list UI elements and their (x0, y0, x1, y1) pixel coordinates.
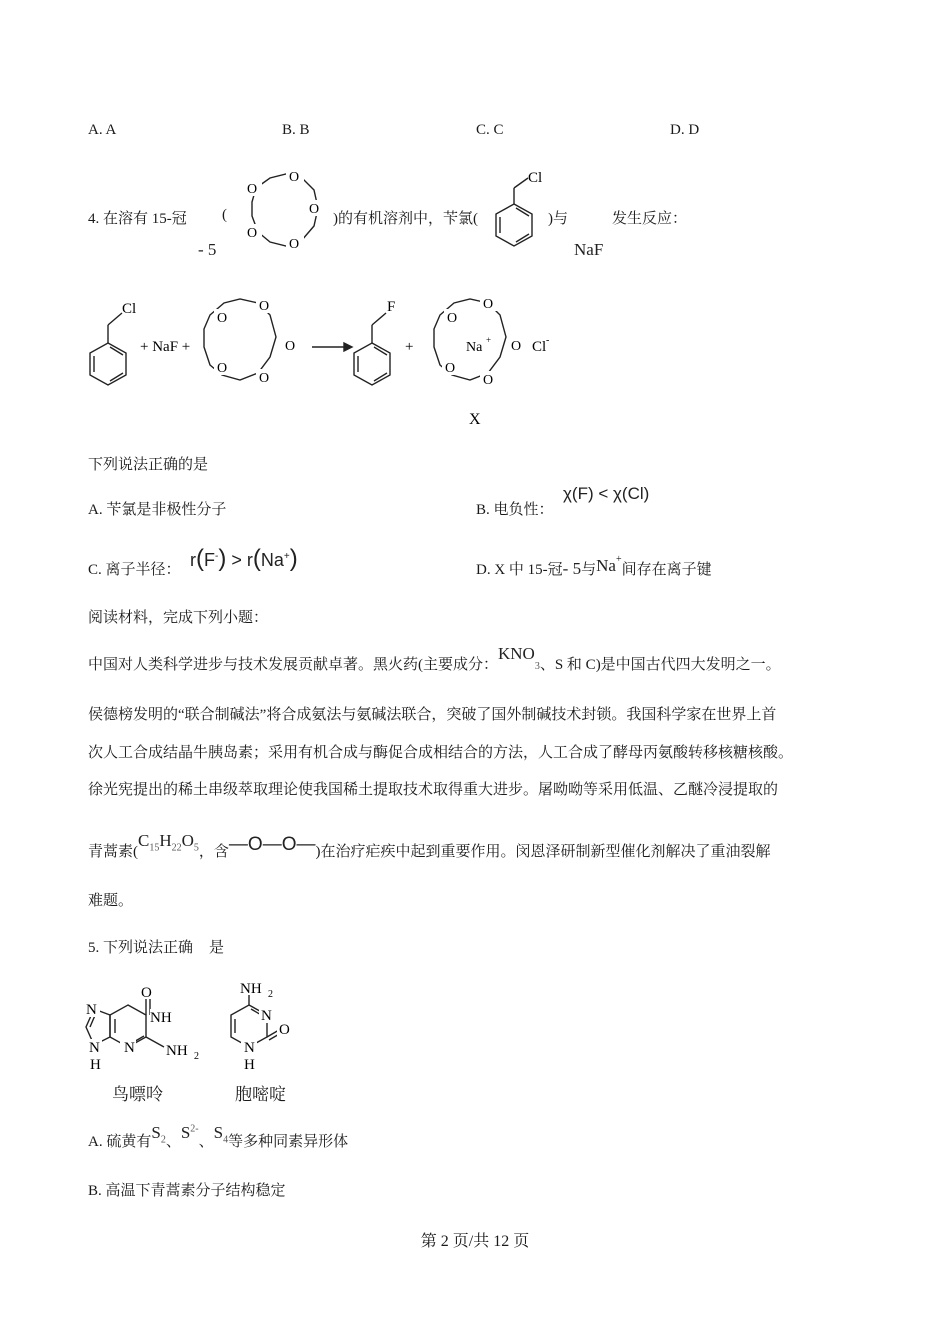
reaction-scheme (80, 285, 580, 430)
q4-option-d-na-charge: + (615, 554, 622, 565)
reading-intro: 阅读材料，完成下列小题： (88, 610, 269, 626)
product-x-label: X (469, 411, 481, 428)
amino-subscript: 2 (268, 989, 273, 1000)
q4-option-d-na: Na (596, 556, 616, 575)
s2m-sup: 2- (190, 1123, 199, 1135)
q5-option-a-text2: 等多种同素异形体 (228, 1134, 349, 1150)
peroxide-group: —O—O— (228, 834, 316, 855)
s2-sub: 2 (160, 1134, 166, 1146)
oxygen-atom: O (247, 226, 258, 241)
q4-option-d-text2: 与 (581, 562, 597, 578)
q4-option-d (476, 554, 712, 579)
guanine-structure (80, 975, 220, 1080)
chlorine-atom: Cl (122, 301, 137, 317)
reading-p5 (88, 831, 771, 863)
formula-o-sub: 5 (193, 842, 199, 854)
oxygen-atom: O (445, 361, 456, 376)
q4-option-d-text3: 间存在离子键 (621, 562, 712, 578)
q4-prefix: 4. 在溶有 15-冠 (88, 211, 187, 227)
radius-symbol: r (190, 550, 196, 570)
oxygen-atom: O (141, 985, 152, 1001)
q4-suffix: 发生反应： (612, 211, 688, 227)
separator: 、 (198, 1134, 214, 1150)
s2-anion-formula (181, 1123, 199, 1142)
formula-h: H (159, 831, 172, 850)
greater-than: > (231, 550, 242, 570)
option-d: D. D (670, 122, 700, 138)
s2-s: S (151, 1123, 161, 1142)
option-b: B. B (282, 122, 310, 138)
s2-formula (151, 1123, 166, 1146)
q4-mid: )的有机溶剂中，苄氯( (333, 211, 478, 227)
q4-option-c-label: C. 离子半径： (88, 562, 181, 578)
separator: 、 (165, 1134, 181, 1150)
s2m-s: S (180, 1123, 191, 1142)
cytosine-structure (225, 975, 305, 1080)
oxygen-atom: O (483, 373, 494, 388)
nitrogen-atom: N (124, 1040, 135, 1056)
s4-formula (213, 1123, 229, 1146)
oxygen-atom: O (289, 237, 300, 252)
amino-subscript: 2 (194, 1051, 199, 1062)
artemisinin-formula (138, 831, 199, 854)
radius-symbol: r (246, 550, 253, 570)
q5-option-a (88, 1123, 349, 1153)
oxygen-atom: O (217, 361, 228, 376)
reading-p3: 次人工合成结晶牛胰岛素；采用有机合成与酶促合成相结合的方法，人工合成了酵母丙氨酸转移核糖核酸。 (88, 745, 794, 761)
guanine-label: 鸟嘌呤 (112, 1085, 163, 1104)
hydrogen-atom: H (244, 1057, 255, 1073)
oxygen-atom: O (447, 311, 458, 326)
q5-title-text: 5. 下列说法正确 (88, 940, 194, 956)
fluoride-symbol: F (204, 550, 215, 570)
sodium-symbol: Na (260, 550, 284, 570)
reading-p5c: )在治疗疟疾中起到重要作用。闵恩泽研制新型催化剂解决了重油裂解 (315, 844, 771, 860)
q4-dash5: - 5 (198, 240, 217, 259)
formula-h-sub: 22 (171, 842, 182, 854)
q5-title-end: 是 (209, 940, 225, 956)
s4-s: S (213, 1123, 224, 1142)
chloride-ion-charge: - (546, 335, 550, 346)
q4-question: 下列说法正确的是 (88, 457, 209, 473)
plus-sign: + (405, 339, 414, 355)
q4-close: )与 (548, 211, 568, 227)
nitrogen-atom: N (89, 1040, 100, 1056)
reading-p6: 难题。 (88, 893, 134, 909)
reading-p1b: 、S 和 C)是中国古代四大发明之一。 (539, 657, 781, 673)
fluoride-charge: - (215, 551, 219, 562)
oxygen-atom: O (217, 311, 228, 326)
oxygen-atom: O (247, 182, 258, 197)
oxygen-atom: O (483, 297, 494, 312)
chlorine-atom: Cl (528, 170, 543, 186)
q4-option-b-math: χ(F) < χ(Cl) (563, 484, 650, 503)
sodium-charge: + (283, 551, 290, 562)
chloride-ion: Cl (532, 339, 547, 355)
crown-ether-structure (228, 160, 338, 270)
oxygen-atom: O (279, 1022, 290, 1038)
reading-p1 (88, 644, 781, 676)
oxygen-atom: O (259, 299, 270, 314)
nitrogen-atom: N (86, 1002, 97, 1018)
nitrogen-atom: N (261, 1008, 272, 1024)
oxygen-atom: O (511, 339, 522, 354)
oxygen-atom: O (285, 339, 296, 354)
q4-option-a: A. 苄氯是非极性分子 (88, 502, 227, 518)
page-footer: 第 2 页/共 12 页 (420, 1233, 530, 1250)
option-c: C. C (476, 122, 504, 138)
nitrogen-atom: N (244, 1040, 255, 1056)
oxygen-atom: O (309, 202, 320, 217)
formula-o: O (181, 831, 194, 850)
amino-group: NH (240, 981, 262, 997)
reading-p5a: 青蒿素( (88, 844, 138, 860)
reading-p1a: 中国对人类科学进步与技术发展贡献卓著。黑火药(主要成分： (88, 657, 498, 673)
plus-naf-plus: + NaF + (140, 339, 191, 355)
q5-title (88, 936, 224, 957)
q4-option-d-dash5: - 5 (562, 559, 582, 578)
amino-group: NH (166, 1043, 188, 1059)
option-a: A. A (88, 122, 117, 138)
reading-p4: 徐光宪提出的稀土串级萃取理论使我国稀土提取技术取得重大进步。屠呦呦等采用低温、乙醚冷浸提取的 (88, 782, 779, 798)
reading-p2: 侯德榜发明的“联合制碱法”将合成氨法与氨碱法联合，突破了国外制碱技术封锁。我国科学家在世界上首 (88, 707, 777, 723)
q5-option-b: B. 高温下青蒿素分子结构稳定 (88, 1183, 286, 1199)
hydrogen-atom: H (90, 1057, 101, 1073)
formula-c: C (138, 831, 150, 850)
sodium-ion-charge: + (486, 335, 492, 345)
cytosine-label: 胞嘧啶 (235, 1085, 286, 1104)
q4-option-b-label: B. 电负性： (476, 502, 554, 518)
q5-option-a-text1: A. 硫黄有 (88, 1134, 152, 1150)
kno3-subscript: 3 (534, 661, 540, 672)
reading-p5b: ，含 (198, 844, 229, 860)
kno3-formula: KNO (498, 644, 535, 663)
q4-reagent-naf: NaF (574, 240, 604, 259)
oxygen-atom: O (289, 170, 300, 185)
nh-group: NH (150, 1010, 172, 1026)
q4-open-paren: ( (222, 207, 227, 223)
formula-c-sub: 15 (149, 842, 160, 854)
fluorine-atom: F (387, 299, 396, 315)
sodium-ion: Na (466, 340, 483, 355)
q4-option-d-text1: D. X 中 15-冠 (476, 562, 563, 578)
oxygen-atom: O (259, 371, 270, 386)
q4-option-c-math: r(F-) > r(Na+) (190, 545, 298, 572)
s4-sub: 4 (223, 1134, 229, 1146)
